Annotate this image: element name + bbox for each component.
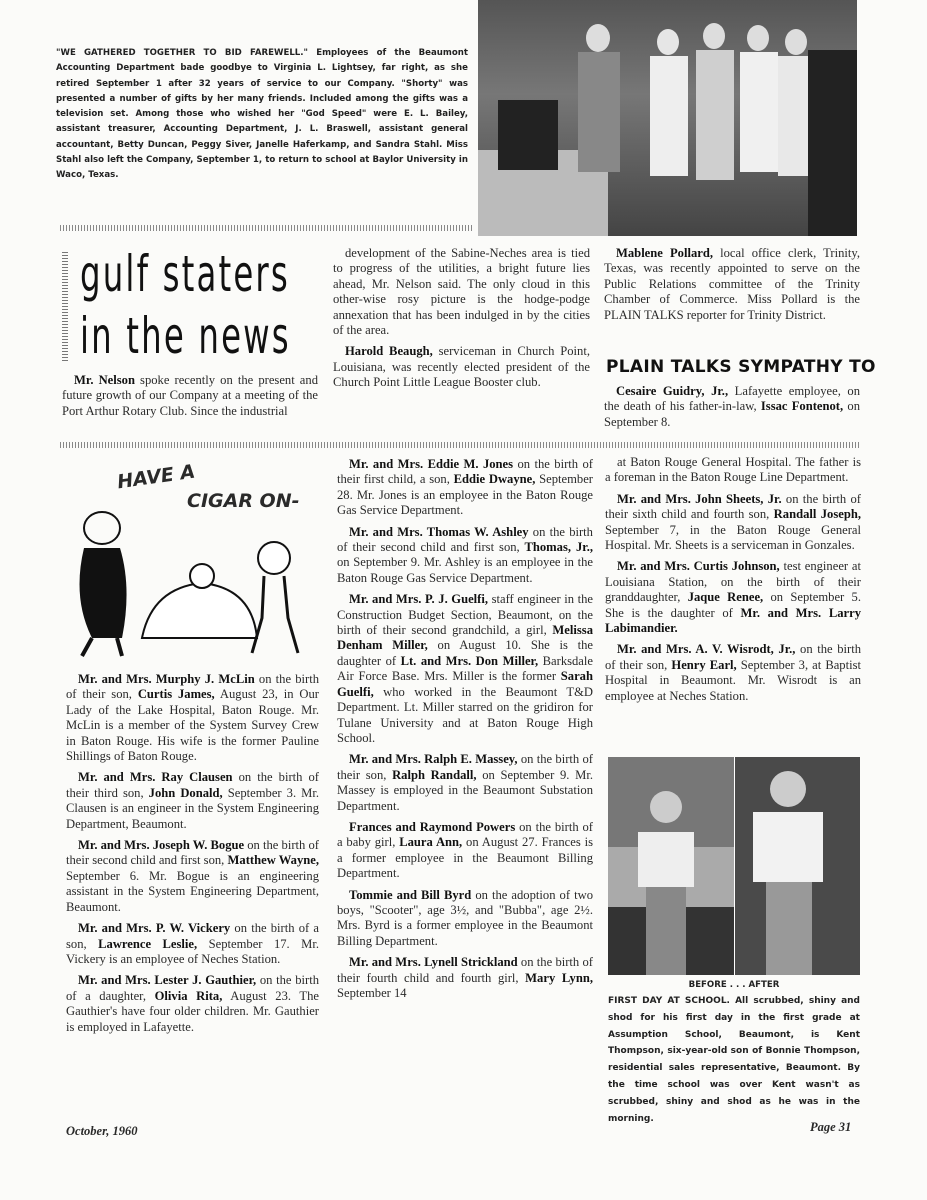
body-text: September 28. Mr. Jones is an employee in the Baton Rouge Gas Service Department. [337, 472, 593, 518]
page-number: Page 31 [810, 1120, 852, 1134]
body-text: who worked in the Beaumont T&D Department. Lt. Miller starred on the gridiron for Tulane University and at Baton Rouge High School. [337, 684, 593, 745]
body-text: Barksdale Air Force Base. Mrs. Miller is the former [337, 653, 593, 684]
school-photo-caption: FIRST DAY AT SCHOOL. All scrubbed, shiny and shod for his first day in the first grade at Assumption School, Beaumont, is Kent Thompson, six-year-old son of Bonnie Thompson, residential sales representative, Beaumont. By the time school was over Kent wasn't as scrubbed, shiny and shod as he was in the morning. [608, 996, 860, 1124]
body-text: on September 5. She is the daughter of [605, 590, 861, 620]
divider [60, 225, 472, 231]
paragraph [604, 384, 860, 430]
body-text: local office clerk, Trinity, Texas, was recently appointed to serve on the Public Relations committee of the Trinity Chamber of Commerce. Miss Pollard is the PLAIN TALKS reporter for Trinity District. [604, 246, 860, 322]
name-highlight: Lawrence Leslie, [86, 936, 198, 951]
paragraph [337, 752, 593, 814]
name-highlight: Mr. and Mrs. Larry Labimandier. [605, 605, 861, 636]
body-text: September 7, in the Baton Rouge General Hospital. Mr. Sheets is a serviceman in Gonzales. [605, 522, 861, 553]
paragraph [337, 888, 593, 950]
name-highlight: Ralph Randall, [386, 767, 477, 782]
body-text: on September 9. Mr. Ashley is an employee in the Baton Rouge Gas Service Department. [337, 555, 593, 585]
name-highlight: Mr. and Mrs. Murphy J. McLin [78, 672, 255, 686]
paragraph [605, 559, 861, 636]
name-highlight: Mr. and Mrs. Lynell Strickland [349, 955, 518, 970]
section-title-line2: in the news [80, 307, 291, 365]
paragraph [66, 770, 319, 832]
body-text: on the birth of a son, [66, 921, 319, 951]
title-rule [62, 252, 68, 362]
name-highlight: Sarah Guelfi, [337, 669, 593, 699]
body-text: on August 10. She is the daughter of [337, 638, 594, 668]
body-text: on the birth of a baby girl, [337, 819, 593, 850]
name-highlight: Jaque Renee, [680, 590, 764, 605]
paragraph [337, 955, 593, 1001]
name-highlight: Matthew Wayne, [224, 853, 319, 868]
name-highlight: Mary Lynn, [518, 970, 593, 985]
paragraph [66, 672, 319, 764]
births-col3 [605, 455, 861, 710]
paragraph [605, 492, 861, 554]
body-text: staff engineer in the Construction Budget Section, Beaumont, on the birth of their second grandchild, a girl, [337, 592, 594, 638]
births-col2 [337, 457, 593, 1007]
sympathy-heading: PLAIN TALKS SYMPATHY TO [606, 357, 876, 377]
cartoon-text-2: CIGAR ON- [187, 490, 300, 512]
paragraph [333, 344, 590, 390]
paragraph [66, 973, 319, 1035]
body-text: September 3. Mr. Clausen is an engineer in the System Engineering Department, Beaumont. [66, 785, 319, 831]
name-highlight: Mr. and Mrs. Curtis Johnson, [617, 559, 780, 574]
name-highlight: Lt. and Mrs. Don Miller, [396, 653, 539, 668]
name-highlight: Mablene Pollard, [616, 246, 714, 260]
body-text: on the birth of their son, [66, 672, 319, 702]
news-col1 [62, 373, 318, 425]
body-text: September 3, at Baptist Hospital in Beaumont. Mr. Wisrodt is an employee at Neches Station. [605, 657, 862, 703]
body-text: on the birth of their son, [605, 642, 861, 672]
name-highlight: Frances and Raymond Powers [349, 819, 516, 834]
name-highlight: Mr. Nelson [74, 373, 135, 387]
name-highlight: Mr. and Mrs. P. W. Vickery [78, 921, 231, 936]
name-highlight: Randall Joseph, [769, 507, 862, 522]
name-highlight: Olivia Rita, [146, 988, 223, 1003]
paragraph [605, 642, 861, 704]
body-text: test engineer at Louisiana Station, on the birth of their granddaughter, [605, 559, 861, 605]
name-highlight: Mr. and Mrs. John Sheets, Jr. [617, 491, 782, 506]
name-highlight: John Donald, [143, 785, 223, 800]
body-text: on the birth of their fourth child and fourth girl, [337, 955, 593, 985]
name-highlight: Mr. and Mrs. Ralph E. Massey, [349, 752, 518, 767]
issue-date: October, 1960 [66, 1124, 138, 1138]
body-text: at Baton Rouge General Hospital. The father is a foreman in the Baton Rouge Line Department. [605, 455, 861, 485]
paragraph [66, 838, 319, 915]
cartoon-text-1: HAVE A [115, 460, 197, 494]
paragraph [604, 246, 860, 323]
body-text: Lafayette employee, on the death of his father-in-law, [604, 384, 860, 414]
farewell-group-photo [478, 0, 857, 236]
name-highlight: Mr. and Mrs. Thomas W. Ashley [349, 524, 529, 539]
name-highlight: Tommie and Bill Byrd [349, 887, 472, 902]
body-text: on August 27. Frances is a former employee in the Beaumont Billing Department. [337, 835, 593, 881]
paragraph [333, 246, 590, 338]
body-text: September 6. Mr. Bogue is an engineering assistant in the System Engineering Department, Beaumont. [66, 868, 319, 914]
births-col1 [66, 672, 319, 1041]
body-text: on the birth of their first child, a son, [337, 457, 593, 487]
paragraph [62, 373, 318, 419]
school-photo-figures [608, 757, 860, 975]
school-photo [608, 757, 860, 975]
sympathy-text [604, 384, 860, 436]
body-text: serviceman in Church Point, Louisiana, was recently elected president of the Church Point Little League Booster club. [333, 344, 590, 390]
cartoon-drawing [62, 488, 322, 663]
body-text: spoke recently on the present and future growth of our Company at a meeting of the Port Arthur Rotary Club. Since the industrial [62, 373, 318, 418]
name-highlight: Henry Earl, [667, 657, 737, 672]
body-text: on the birth of a daughter, [66, 973, 319, 1003]
farewell-caption: "WE GATHERED TOGETHER TO BID FAREWELL." Employees of the Beaumont Accounting Department bade goodbye to Virginia L. Lightsey, far right, as she retired September 1 after 32 years of service to our Company. "Shorty" was presented a number of gifts by her many friends. Included among the gifts was a television set. Among those who wished her "God Speed" were E. L. Bailey, assistant treasurer, Accounting Department, J. L. Braswell, assistant general accountant, Betty Duncan, Peggy Siver, Janelle Haferkamp, and Sandra Stahl. Miss Stahl also left the Company, September 1, to return to school at Baylor University in Waco, Texas. [56, 48, 468, 181]
name-highlight: Mr. and Mrs. P. J. Guelfi, [349, 592, 489, 607]
name-highlight: Harold Beaugh, [345, 344, 433, 359]
body-text: September 14 [337, 986, 407, 1000]
divider [60, 442, 860, 448]
name-highlight: Laura Ann, [395, 835, 463, 850]
name-highlight: Mr. and Mrs. Ray Clausen [78, 770, 233, 785]
body-text: on September 9. Mr. Massey is employed in the Beaumont Substation Department. [337, 767, 593, 813]
name-highlight: Eddie Dwayne, [449, 472, 536, 487]
name-highlight: Mr. and Mrs. Lester J. Gauthier, [78, 973, 257, 988]
name-highlight: Thomas, Jr., [519, 540, 593, 555]
name-highlight: Curtis James, [131, 687, 215, 702]
paragraph [605, 455, 861, 486]
body-text: on September 8. [604, 399, 860, 429]
name-highlight: Issac Fontenot, [756, 399, 844, 414]
paragraph [66, 921, 319, 967]
paragraph [337, 592, 593, 746]
farewell-photo-figures [478, 0, 857, 236]
body-text: August 23, in Our Lady of the Lake Hospital, Baton Rouge. Mr. McLin is a member of the System Survey Crew in Baton Rouge. His wife is the former Pauline Shillings of Baton Rouge. [66, 687, 319, 764]
body-text: on the birth of their third son, [66, 770, 319, 800]
body-text: August 23. The Gauthier's have four older children. Mr. Gauthier is employed in Lafayette. [66, 988, 319, 1034]
paragraph [337, 820, 593, 882]
body-text: development of the Sabine-Neches area is tied to progress of the utilities, a bright future lies ahead, Mr. Nelson said. The only cloud in this other-wise rosy picture is the hodge-podge annexation that has been indulged in by the cities of the area. [333, 246, 590, 338]
section-title-line1: gulf staters [80, 245, 290, 303]
cigar-cartoon [62, 458, 322, 663]
name-highlight: Mr. and Mrs. Eddie M. Jones [349, 457, 514, 471]
body-text: September 17. Mr. Vickery is an employee of Neches Station. [66, 936, 320, 966]
school-photo-label: BEFORE . . . AFTER [688, 980, 780, 990]
name-highlight: Mr. and Mrs. A. V. Wisrodt, Jr., [617, 642, 796, 657]
body-text: on the adoption of two boys, "Scooter", age 3½, and "Bubba", age 2½. Mrs. Byrd is a former employee in the Beaumont Billing Department. [337, 887, 593, 948]
name-highlight: Cesaire Guidry, Jr., [616, 384, 729, 398]
news-col3 [604, 246, 860, 329]
name-highlight: Mr. and Mrs. Joseph W. Bogue [78, 838, 245, 853]
news-col2 [333, 246, 590, 397]
body-text: on the birth of their son, [337, 752, 593, 782]
body-text: on the birth of their second child and first son, [337, 524, 593, 555]
body-text: on the birth of their sixth child and fourth son, [605, 491, 862, 522]
body-text: on the birth of their second child and first son, [66, 838, 319, 868]
paragraph [337, 457, 593, 519]
name-highlight: Melissa Denham Miller, [337, 623, 593, 653]
paragraph [337, 525, 593, 587]
